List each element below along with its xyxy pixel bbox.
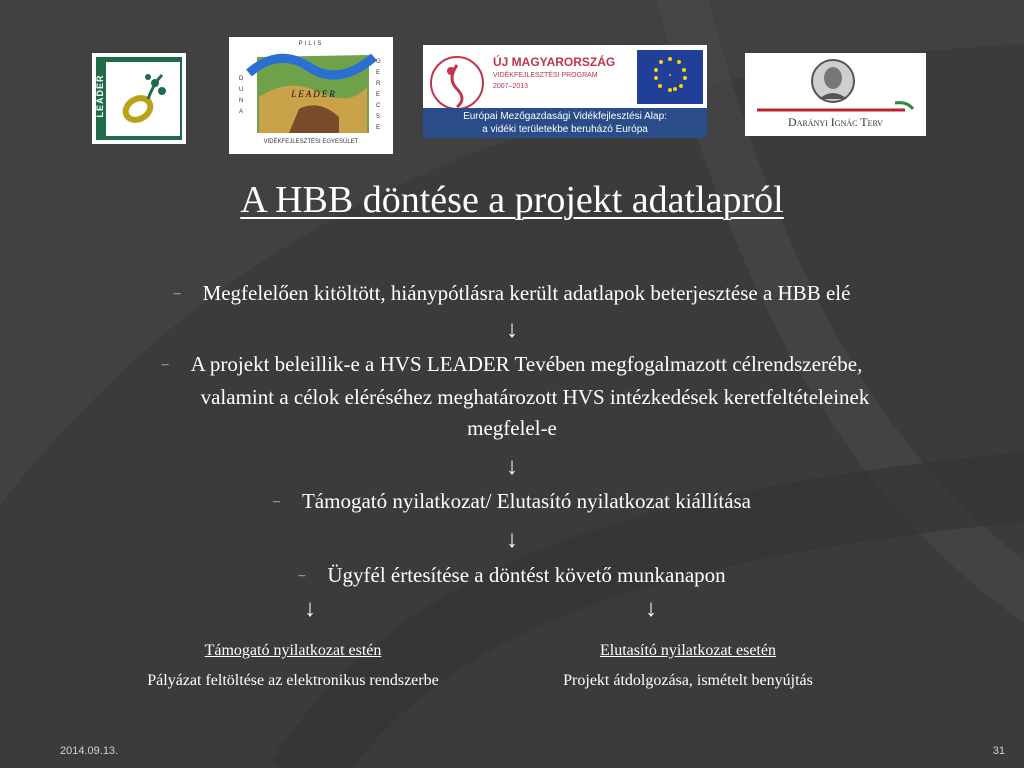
uj-magyarorszag-title: ÚJ MAGYARORSZÁG xyxy=(493,55,616,69)
pilis-logo-center: LEADER xyxy=(291,89,337,99)
uj-magyarorszag-subtitle: VIDÉKFEJLESZTÉSI PROGRAM xyxy=(493,72,598,79)
left-branch-text: Pályázat feltöltése az elektronikus rendszerbe xyxy=(147,672,439,689)
step-4-text: Ügyfél értesítése a döntést követő munkanapon xyxy=(327,563,726,587)
arrow-1: ↓ xyxy=(506,317,518,343)
arrow-right-branch: ↓ xyxy=(645,596,657,622)
pilis-logo-left: DUNA xyxy=(239,76,244,115)
eu-fund-line1: Európai Mezőgazdasági Vidékfejlesztési Alap: xyxy=(463,111,667,122)
step-2-text-line1: A projekt beleillik-e a HVS LEADER Tevében megfogalmazott célrendszerébe, xyxy=(190,352,863,376)
leader-logo xyxy=(92,53,186,144)
bullet-dash: – xyxy=(272,494,280,509)
right-branch-text: Projekt átdolgozása, ismételt benyújtás xyxy=(563,672,813,689)
pilis-logo-right: GERECSE xyxy=(376,59,381,131)
step-2-text-line3: megfelel-e xyxy=(467,416,557,440)
leader-logo-text: LEADER xyxy=(95,74,105,118)
slide-title: A HBB döntése a projekt adatlapról xyxy=(240,179,784,221)
daranyi-ignac-terv-logo xyxy=(745,53,926,136)
footer-page-number: 31 xyxy=(992,745,1005,757)
bullet-dash: – xyxy=(173,286,181,301)
pilis-logo-bottom: VIDÉKFEJLESZTÉSI EGYESÜLET xyxy=(263,139,359,145)
left-branch-heading: Támogató nyilatkozat estén xyxy=(204,642,382,659)
step-1-text: Megfelelően kitöltött, hiánypótlásra került adatlapok beterjesztése a HBB elé xyxy=(202,281,851,305)
bullet-dash: – xyxy=(161,357,169,372)
step-4 xyxy=(0,559,1024,592)
step-2 xyxy=(0,348,1024,381)
step-3-text: Támogató nyilatkozat/ Elutasító nyilatkozat kiállítása xyxy=(301,489,752,513)
arrow-3: ↓ xyxy=(506,527,518,553)
daranyi-logo-text: Darányi Ignác Terv xyxy=(788,115,883,129)
step-2-text-line2: valamint a célok eléréséhez meghatározott HVS intézkedések keretfeltételeinek xyxy=(200,385,870,409)
arrow-left-branch: ↓ xyxy=(304,596,316,622)
uj-magyarorszag-years: 2007–2013 xyxy=(493,83,529,90)
eu-fund-line2: a vidéki területekbe beruházó Európa xyxy=(482,124,648,135)
footer-date: 2014.09.13. xyxy=(60,745,119,757)
right-branch-heading: Elutasító nyilatkozat esetén xyxy=(600,642,776,659)
pilis-duna-gerecse-logo xyxy=(229,37,393,154)
step-1 xyxy=(0,277,1024,310)
arrow-2: ↓ xyxy=(506,454,518,480)
bullet-dash: – xyxy=(298,568,306,583)
pilis-logo-top: PILIS xyxy=(298,41,324,47)
uj-magyarorszag-logo xyxy=(423,45,707,138)
step-3 xyxy=(0,485,1024,518)
